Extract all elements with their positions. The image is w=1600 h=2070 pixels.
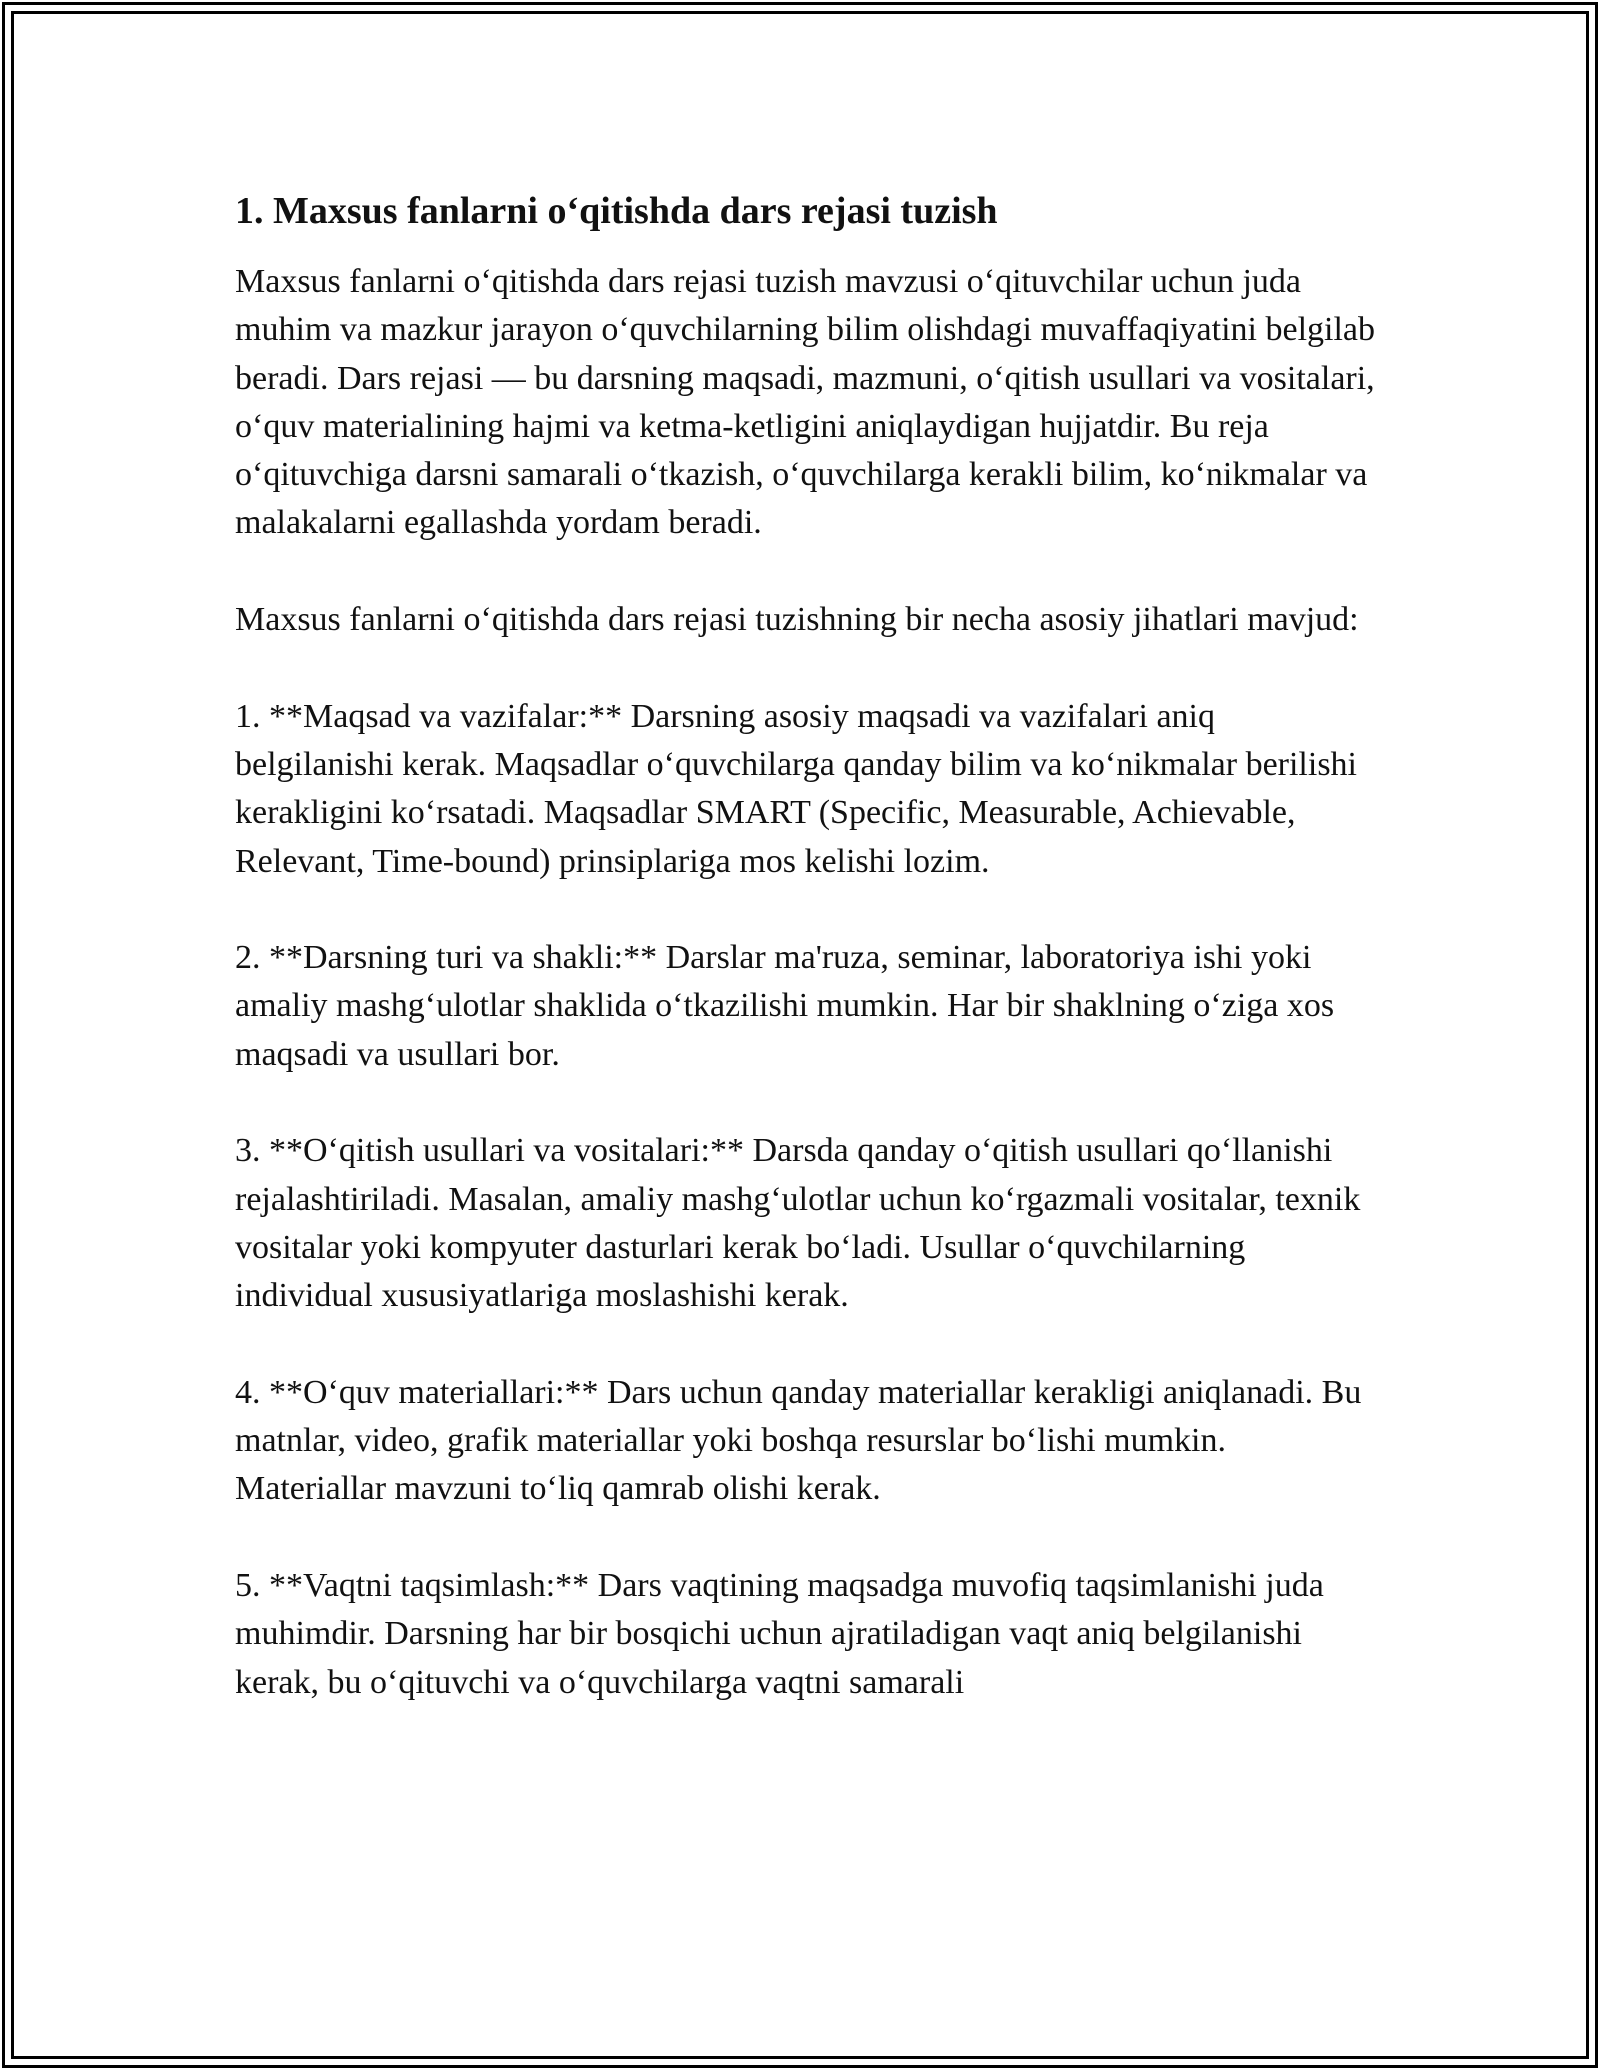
section-heading: 1. Maxsus fanlarni o‘qitishda dars rejasi tuzish bbox=[235, 190, 998, 232]
list-item-goals: 1. **Maqsad va vazifalar:** Darsning asosiy maqsadi va vazifalari aniq belgilanishi kerak. Maqsadlar o‘quvchilarga qanday bilim va ko‘nikmalar berilishi kerakligini ko‘rsatadi. Maqsadlar SMART (Specific, Measurable, Achievable, Relevant, Time-bound) prinsiplariga mos kelishi lozim. bbox=[235, 697, 1357, 880]
paragraph-intro: Maxsus fanlarni o‘qitishda dars rejasi tuzish mavzusi o‘qituvchilar uchun juda muhim va mazkur jarayon o‘quvchilarning bilim olishdagi muvaffaqiyatini belgilab beradi. Dars rejasi — bu darsning maqsadi, mazmuni, o‘qitish usullari va vositalari, o‘quv materialining hajmi va ketma-ketligini aniqlaydigan hujjatdir. Bu reja o‘qituvchiga darsni samarali o‘tkazish, o‘quvchilarga kerakli bilim, ko‘nikmalar va malakalarni egallashda yordam beradi. bbox=[235, 263, 1375, 542]
document-body bbox=[235, 186, 1375, 1707]
list-item-teaching-methods: 3. **O‘qitish usullari va vositalari:** Darsda qanday o‘qitish usullari qo‘llanishi rejalashtiriladi. Masalan, amaliy mashg‘ulotlar uchun ko‘rgazmali vositalar, texnik vositalar yoki kompyuter dasturlari kerak bo‘ladi. Usullar o‘quvchilarning individual xususiyatlariga moslashishi kerak. bbox=[235, 1132, 1361, 1315]
list-item-materials: 4. **O‘quv materiallari:** Dars uchun qanday materiallar kerakligi aniqlanadi. Bu matnlar, video, grafik materiallar yoki boshqa resurslar bo‘lishi mumkin. Materiallar mavzuni to‘liq qamrab olishi kerak. bbox=[235, 1373, 1362, 1508]
list-item-lesson-type: 2. **Darsning turi va shakli:** Darslar ma'ruza, seminar, laboratoriya ishi yoki amaliy mashg‘ulotlar shaklida o‘tkazilishi mumkin. Har bir shaklning o‘ziga xos maqsadi va usullari bor. bbox=[235, 939, 1335, 1073]
paragraph-aspects-intro: Maxsus fanlarni o‘qitishda dars rejasi tuzishning bir necha asosiy jihatlari mavjud: bbox=[235, 601, 1359, 639]
list-item-time-allocation: 5. **Vaqtni taqsimlash:** Dars vaqtining maqsadga muvofiq taqsimlanishi juda muhimdir. Darsning har bir bosqichi uchun ajratiladigan vaqt aniq belgilanishi kerak, bu o‘qituvchi va o‘quvchilarga vaqtni samarali bbox=[235, 1567, 1324, 1701]
